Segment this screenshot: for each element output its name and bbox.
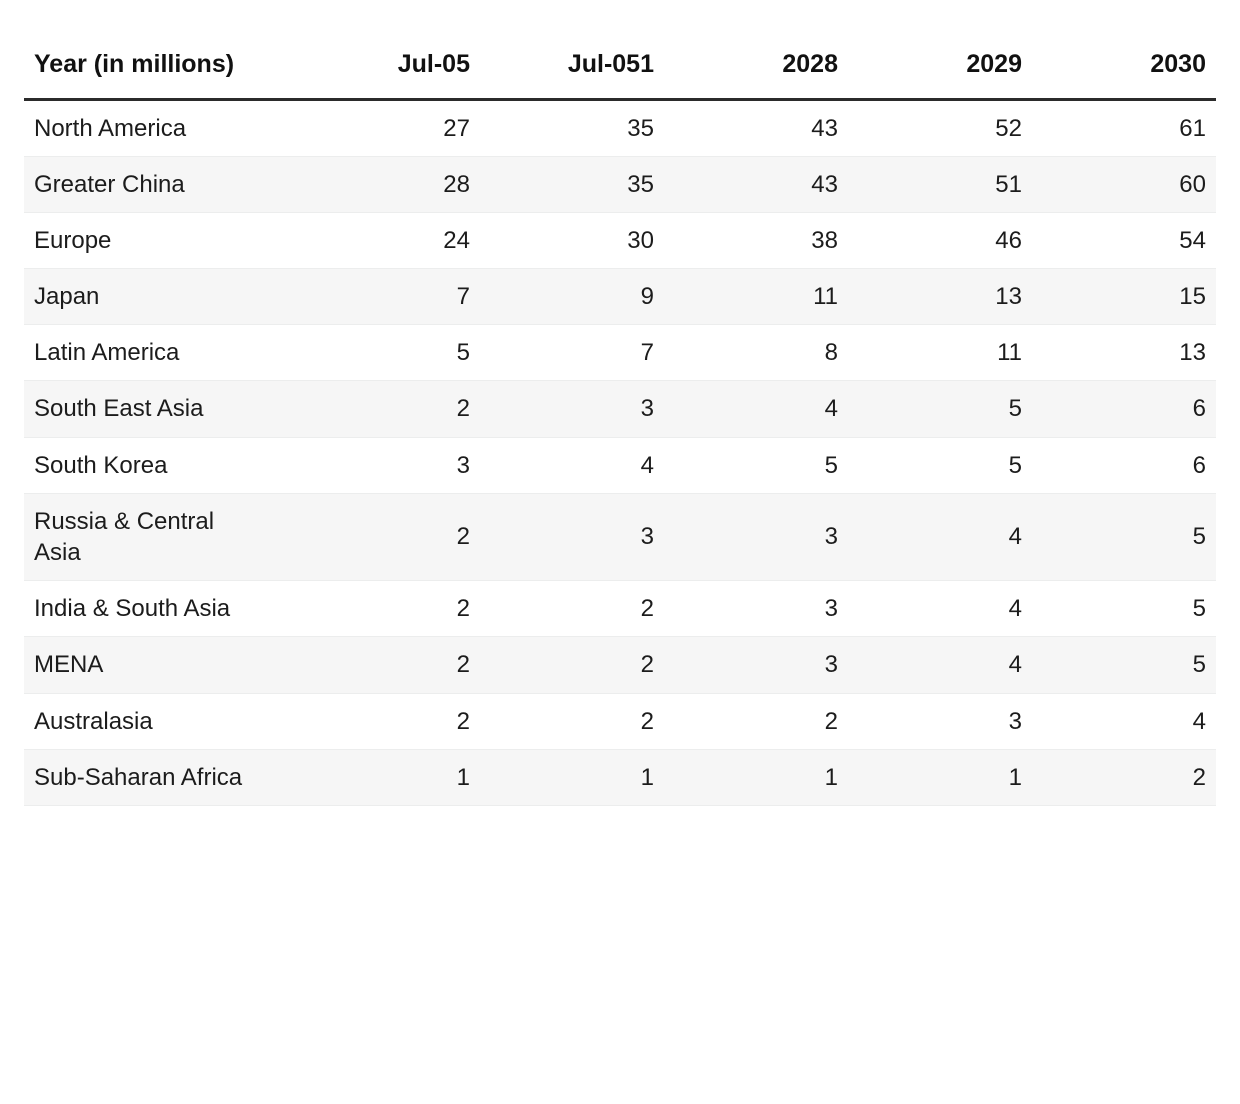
table-row	[24, 325, 1216, 381]
cell-value: 35	[627, 170, 654, 198]
cell-value: 4	[1008, 651, 1022, 679]
row-label: Sub-Saharan Africa	[34, 763, 243, 791]
cell-value: 1	[1008, 763, 1022, 791]
cell-value: 6	[1192, 395, 1206, 423]
column-header-year: Year (in millions)	[24, 40, 296, 99]
cell-value: 27	[443, 114, 470, 142]
cell-value: 15	[1179, 283, 1206, 311]
cell-value: 46	[995, 226, 1022, 254]
cell-value: 60	[1179, 170, 1206, 198]
cell-value: 4	[1192, 707, 1206, 735]
table-row	[24, 156, 1216, 212]
cell-value: 3	[824, 595, 838, 623]
column-header-3: 2029	[848, 40, 1032, 99]
cell-value: 3	[824, 523, 838, 551]
cell-value: 54	[1179, 226, 1206, 254]
cell-value: 2	[456, 395, 470, 423]
column-header-4: 2030	[1032, 40, 1216, 99]
cell-value: 3	[456, 451, 470, 479]
cell-value: 4	[1008, 595, 1022, 623]
table-body	[24, 99, 1216, 805]
cell-value: 6	[1192, 451, 1206, 479]
cell-value: 35	[627, 114, 654, 142]
table-row	[24, 99, 1216, 156]
cell-value: 61	[1179, 114, 1206, 142]
cell-value: 3	[824, 651, 838, 679]
row-label: Russia & Central Asia	[34, 507, 215, 566]
cell-value: 11	[997, 339, 1022, 367]
row-label: Japan	[34, 283, 100, 311]
cell-value: 2	[640, 707, 654, 735]
cell-value: 51	[995, 170, 1022, 198]
table-header-row	[24, 40, 1216, 99]
cell-value: 2	[456, 651, 470, 679]
row-label: Latin America	[34, 339, 180, 367]
cell-value: 5	[1008, 451, 1022, 479]
cell-value: 2	[456, 595, 470, 623]
cell-value: 9	[640, 283, 654, 311]
row-label: Europe	[34, 226, 112, 254]
cell-value: 7	[640, 339, 654, 367]
cell-value: 5	[1008, 395, 1022, 423]
cell-value: 2	[640, 595, 654, 623]
cell-value: 1	[456, 763, 470, 791]
cell-value: 38	[811, 226, 838, 254]
row-label: MENA	[34, 651, 104, 679]
cell-value: 4	[1008, 523, 1022, 551]
cell-value: 13	[1179, 339, 1206, 367]
cell-value: 2	[640, 651, 654, 679]
row-label: South East Asia	[34, 395, 204, 423]
cell-value: 11	[813, 283, 838, 311]
cell-value: 7	[456, 283, 470, 311]
column-header-2: 2028	[664, 40, 848, 99]
row-label: South Korea	[34, 451, 168, 479]
row-label: India & South Asia	[34, 595, 231, 623]
column-header-1: Jul-051	[480, 40, 664, 99]
table-header	[24, 40, 1216, 99]
cell-value: 2	[1192, 763, 1206, 791]
cell-value: 5	[1192, 595, 1206, 623]
row-label: North America	[34, 114, 187, 142]
cell-value: 2	[824, 707, 838, 735]
row-label: Australasia	[34, 707, 153, 735]
table-row	[24, 437, 1216, 493]
table-row	[24, 581, 1216, 637]
cell-value: 5	[824, 451, 838, 479]
table-row	[24, 493, 1216, 580]
cell-value: 43	[811, 170, 838, 198]
cell-value: 4	[824, 395, 838, 423]
cell-value: 13	[995, 283, 1022, 311]
table-row	[24, 749, 1216, 805]
cell-value: 1	[824, 763, 838, 791]
cell-value: 4	[640, 451, 654, 479]
table-row	[24, 269, 1216, 325]
table-row	[24, 212, 1216, 268]
table-row	[24, 637, 1216, 693]
table-row	[24, 381, 1216, 437]
table-row	[24, 693, 1216, 749]
cell-value: 8	[824, 339, 838, 367]
cell-value: 30	[627, 226, 654, 254]
cell-value: 5	[1192, 523, 1206, 551]
row-label: Greater China	[34, 170, 185, 198]
cell-value: 5	[456, 339, 470, 367]
cell-value: 3	[1008, 707, 1022, 735]
cell-value: 43	[811, 114, 838, 142]
cell-value: 2	[456, 523, 470, 551]
cell-value: 52	[995, 114, 1022, 142]
cell-value: 5	[1192, 651, 1206, 679]
cell-value: 2	[456, 707, 470, 735]
cell-value: 24	[443, 226, 470, 254]
cell-value: 28	[443, 170, 470, 198]
regional-data-table	[24, 40, 1216, 806]
cell-value: 3	[640, 523, 654, 551]
column-header-0: Jul-05	[296, 40, 480, 99]
cell-value: 3	[640, 395, 654, 423]
cell-value: 1	[640, 763, 654, 791]
